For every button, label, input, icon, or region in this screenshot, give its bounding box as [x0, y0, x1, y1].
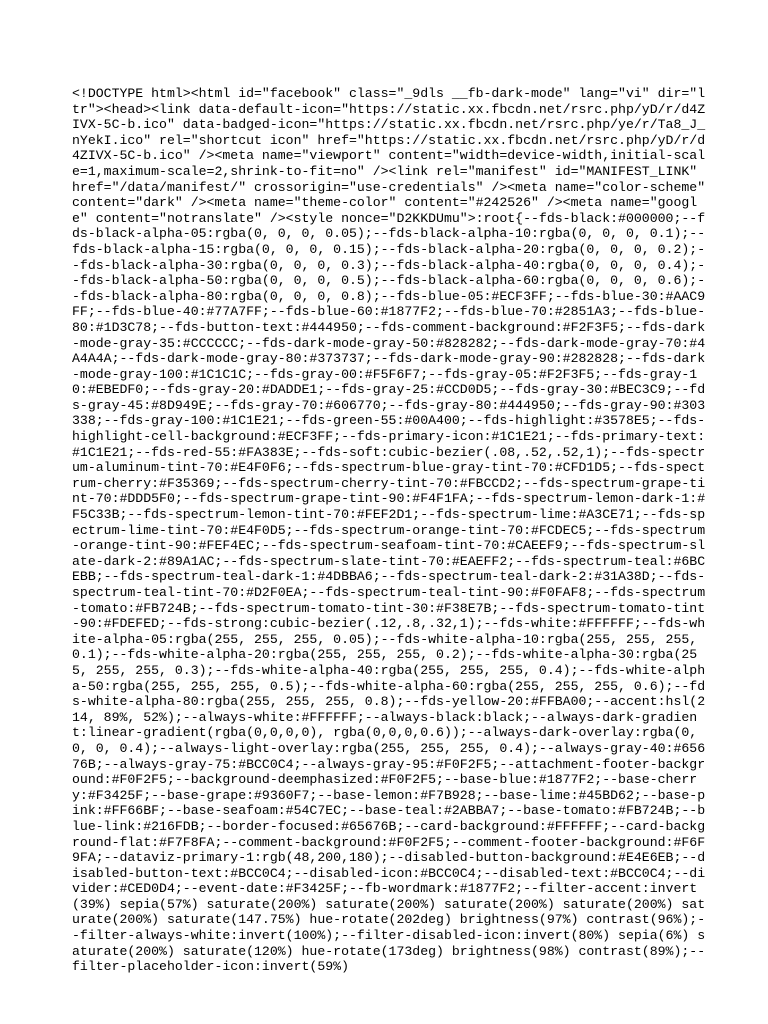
- html-source-text: <!DOCTYPE html><html id="facebook" class="_9dls __fb-dark-mode" lang="vi" dir="ltr"><head><link data-default-icon="https://static.xx.fbcdn.net/rsrc.php/yD/r/d4ZIVX-5C-b.ico" data-badged-icon="https://static.xx.fbcdn.net/rsrc.php/ye/r/Ta8_J_nYekI.ico" rel="shortcut icon" href="https://static.xx.fbcdn.net/rsrc.php/yD/r/d4ZIVX-5C-b.ico" /><meta name="viewport" content="width=device-width,initial-scale=1,maximum-scale=2,shrink-to-fit=no" /><link rel="manifest" id="MANIFEST_LINK" href="/data/manifest/" crossorigin="use-credentials" /><meta name="color-scheme" content="dark" /><meta name="theme-color" content="#242526" /><meta name="google" content="notranslate" /><style nonce="D2KKDUmu">:root{--fds-black:#000000;--fds-black-alpha-05:rgba(0, 0, 0, 0.05);--fds-black-alpha-10:rgba(0, 0, 0, 0.1);--fds-black-alpha-15:rgba(0, 0, 0, 0.15);--fds-black-alpha-20:rgba(0, 0, 0, 0.2);--fds-black-alpha-30:rgba(0, 0, 0, 0.3);--fds-black-alpha-40:rgba(0, 0, 0, 0.4);--fds-black-alpha-50:rgba(0, 0, 0, 0.5);--fds-black-alpha-60:rgba(0, 0, 0, 0.6);--fds-black-alpha-80:rgba(0, 0, 0, 0.8);--fds-blue-05:#ECF3FF;--fds-blue-30:#AAC9FF;--fds-blue-40:#77A7FF;--fds-blue-60:#1877F2;--fds-blue-70:#2851A3;--fds-blue-80:#1D3C78;--fds-button-text:#444950;--fds-comment-background:#F2F3F5;--fds-dark-mode-gray-35:#CCCCCC;--fds-dark-mode-gray-50:#828282;--fds-dark-mode-gray-70:#4A4A4A;--fds-dark-mode-gray-80:#373737;--fds-dark-mode-gray-90:#282828;--fds-dark-mode-gray-100:#1C1C1C;--fds-gray-00:#F5F6F7;--fds-gray-05:#F2F3F5;--fds-gray-10:#EBEDF0;--fds-gray-20:#DADDE1;--fds-gray-25:#CCD0D5;--fds-gray-30:#BEC3C9;--fds-gray-45:#8D949E;--fds-gray-70:#606770;--fds-gray-80:#444950;--fds-gray-90:#303338;--fds-gray-100:#1C1E21;--fds-green-55:#00A400;--fds-highlight:#3578E5;--fds-highlight-cell-background:#ECF3FF;--fds-primary-icon:#1C1E21;--fds-primary-text:#1C1E21;--fds-red-55:#FA383E;--fds-soft:cubic-bezier(.08,.52,.52,1);--fds-spectrum-aluminum-tint-70:#E4F0F6;--fds-spectrum-blue-gray-tint-70:#CFD1D5;--fds-spectrum-cherry:#F35369;--fds-spectrum-cherry-tint-70:#FBCCD2;--fds-spectrum-grape-tint-70:#DDD5F0;--fds-spectrum-grape-tint-90:#F4F1FA;--fds-spectrum-lemon-dark-1:#F5C33B;--fds-spectrum-lemon-tint-70:#FEF2D1;--fds-spectrum-lime:#A3CE71;--fds-spectrum-lime-tint-70:#E4F0D5;--fds-spectrum-orange-tint-70:#FCDEC5;--fds-spectrum-orange-tint-90:#FEF4EC;--fds-spectrum-seafoam-tint-70:#CAEEF9;--fds-spectrum-slate-dark-2:#89A1AC;--fds-spectrum-slate-tint-70:#EAEFF2;--fds-spectrum-teal:#6BCEBB;--fds-spectrum-teal-dark-1:#4DBBA6;--fds-spectrum-teal-dark-2:#31A38D;--fds-spectrum-teal-tint-70:#D2F0EA;--fds-spectrum-teal-tint-90:#F0FAF8;--fds-spectrum-tomato:#FB724B;--fds-spectrum-tomato-tint-30:#F38E7B;--fds-spectrum-tomato-tint-90:#FDEFED;--fds-strong:cubic-bezier(.12,.8,.32,1);--fds-white:#FFFFFF;--fds-white-alpha-05:rgba(255, 255, 255, 0.05);--fds-white-alpha-10:rgba(255, 255, 255, 0.1);--fds-white-alpha-20:rgba(255, 255, 255, 0.2);--fds-white-alpha-30:rgba(255, 255, 255, 0.3);--fds-white-alpha-40:rgba(255, 255, 255, 0.4);--fds-white-alpha-50:rgba(255, 255, 255, 0.5);--fds-white-alpha-60:rgba(255, 255, 255, 0.6);--fds-white-alpha-80:rgba(255, 255, 255, 0.8);--fds-yellow-20:#FFBA00;--accent:hsl(214, 89%, 52%);--always-white:#FFFFFF;--always-black:black;--always-dark-gradient:linear-gradient(rgba(0,0,0,0), rgba(0,0,0,0.6));--always-dark-overlay:rgba(0, 0, 0, 0.4);--always-light-overlay:rgba(255, 255, 255, 0.4);--always-gray-40:#65676B;--always-gray-75:#BCC0C4;--always-gray-95:#F0F2F5;--attachment-footer-background:#F0F2F5;--background-deemphasized:#F0F2F5;--base-blue:#1877F2;--base-cherry:#F3425F;--base-grape:#9360F7;--base-lemon:#F7B928;--base-lime:#45BD62;--base-pink:#FF66BF;--base-seafoam:#54C7EC;--base-teal:#2ABBA7;--base-tomato:#FB724B;--blue-link:#216FDB;--border-focused:#65676B;--card-background:#FFFFFF;--card-background-flat:#F7F8FA;--comment-background:#F0F2F5;--comment-footer-background:#F6F9FA;--dataviz-primary-1:rgb(48,200,180);--disabled-button-background:#E4E6EB;--disabled-button-text:#BCC0C4;--disabled-icon:#BCC0C4;--disabled-text:#BCC0C4;--divider:#CED0D4;--event-date:#F3425F;--fb-wordmark:#1877F2;--filter-accent:invert(39%) sepia(57%) saturate(200%) saturate(200%) saturate(200%) saturate(200%) saturate(200%) saturate(147.75%) hue-rotate(202deg) brightness(97%) contrast(96%);--filter-always-white:invert(100%);--filter-disabled-icon:invert(80%) sepia(6%) saturate(200%) saturate(120%) hue-rotate(173deg) brightness(98%) contrast(89%);--filter-placeholder-icon:invert(59%): [72, 86, 714, 975]
